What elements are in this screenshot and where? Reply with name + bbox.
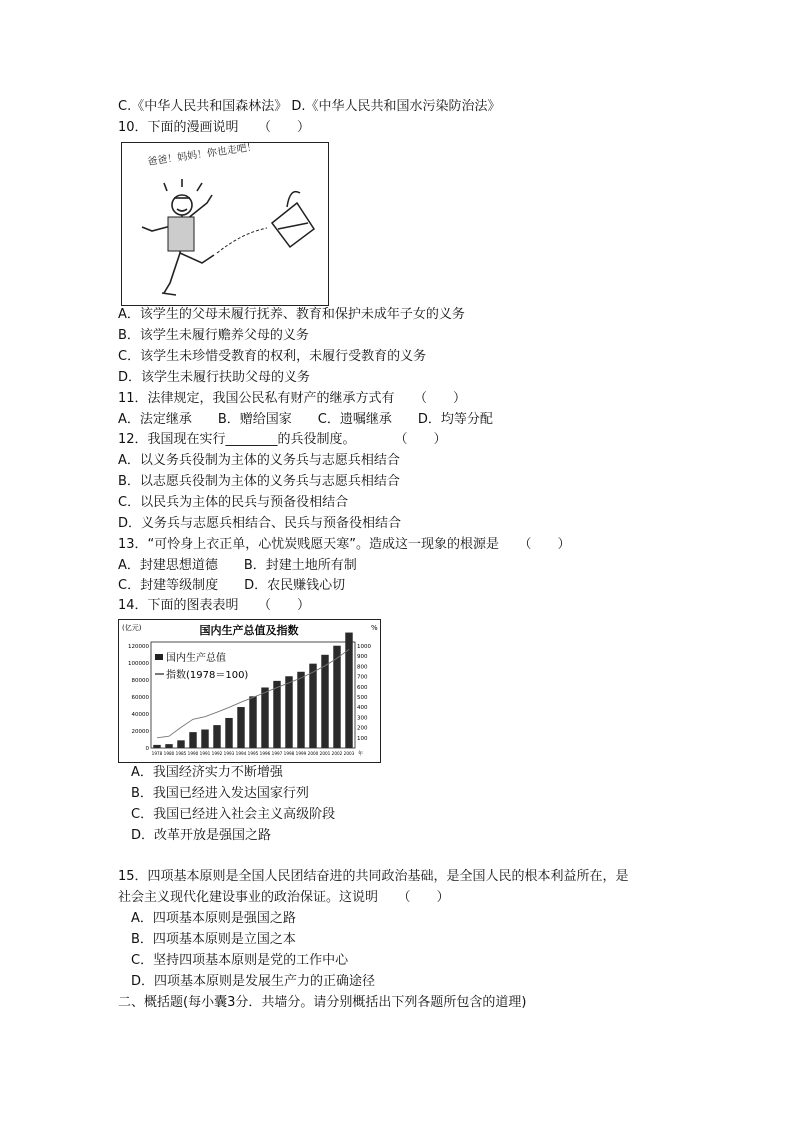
- chart-title: 国内生产总值及指数: [199, 624, 299, 637]
- x-tick-label: 1998: [283, 751, 295, 756]
- x-tick-label: 2000: [307, 751, 319, 756]
- gdp-bar: [273, 681, 280, 748]
- right-tick-label: 500: [357, 695, 368, 701]
- question-15-line2: 社会主义现代化建设事业的政治保证。这说明 （ ）: [118, 890, 450, 905]
- q11-options: A．法定继承 B．赠给国家 C．遗嘱继承 D．均等分配: [118, 412, 493, 427]
- cartoon-illustration: [121, 142, 329, 306]
- section-2-heading: 二、概括题(每小囊3分．共墙分。请分别概括出下列各题所包含的道理): [118, 995, 527, 1010]
- right-tick-label: 100: [357, 735, 368, 742]
- q12-option-a: A．以义务兵役制为主体的义务兵与志愿兵相结合: [118, 453, 400, 468]
- gdp-bar: [177, 740, 184, 748]
- q15-option-d: D．四项基本原则是发展生产力的正确途径: [131, 974, 376, 989]
- gdp-bar: [237, 707, 244, 748]
- right-tick-label: 600: [357, 684, 368, 691]
- q14-option-b: B．我国已经进入发达国家行列: [131, 786, 309, 801]
- chart-right-unit: %: [371, 624, 378, 632]
- gdp-bar: [225, 718, 232, 748]
- left-tick-label: 20000: [131, 729, 149, 735]
- gdp-bar: [345, 633, 352, 748]
- x-axis-suffix: 年: [358, 751, 364, 757]
- chart-left-unit: (亿元): [122, 624, 142, 632]
- q12-option-c: C．以民兵为主体的民兵与预备役相结合: [118, 495, 349, 510]
- q10-option-a: A．该学生的父母未履行抚养、教育和保护未成年子女的义务: [118, 307, 465, 322]
- question-15-line1: 15．四项基本原则是全国人民团结奋进的共同政治基础，是全国人民的根本利益所在，是: [118, 869, 629, 884]
- left-tick-label: 0: [145, 746, 149, 752]
- x-tick-label: 1999: [295, 751, 307, 756]
- x-tick-label: 2001: [319, 751, 331, 756]
- x-tick-label: 1996: [259, 751, 271, 756]
- q14-option-c: C．我国已经进入社会主义高级阶段: [131, 807, 336, 822]
- x-tick-label: 1997: [271, 751, 283, 756]
- right-tick-label: 700: [357, 674, 368, 681]
- gdp-bar: [213, 725, 220, 748]
- left-tick-label: 40000: [131, 712, 149, 718]
- gdp-bar: [189, 732, 196, 748]
- q15-option-c: C．坚持四项基本原则是党的工作中心: [131, 953, 349, 968]
- legend-line-label: 指数(1978＝100): [166, 670, 249, 681]
- question-11: 11．法律规定，我国公民私有财产的继承方式有 （ ）: [118, 391, 467, 406]
- gdp-bar: [309, 664, 316, 748]
- x-tick-label: 1994: [235, 751, 247, 756]
- q9-options-cd: C.《中华人民共和国森林法》 D.《中华人民共和国水污染防治法》: [118, 99, 501, 114]
- q12-option-d: D．义务兵与志愿兵相结合、民兵与预备役相结合: [118, 516, 402, 531]
- question-14: 14．下面的图表表明 （ ）: [118, 598, 311, 613]
- x-tick-label: 1980: [163, 751, 175, 756]
- q12-option-b: B．以志愿兵役制为主体的义务兵与志愿兵相结合: [118, 474, 400, 489]
- right-tick-label: 900: [357, 654, 368, 661]
- x-tick-label: 2002: [331, 751, 343, 756]
- gdp-bar: [153, 745, 160, 748]
- question-12: 12．我国现在实行________的兵役制度。 （ ）: [118, 432, 447, 447]
- q10-option-d: D．该学生未履行扶助父母的义务: [118, 370, 311, 385]
- question-13: 13．“可怜身上衣正单，心忧炭贱愿天寒”。造成这一现象的根源是 （ ）: [118, 537, 571, 552]
- right-tick-label: 1000: [357, 644, 371, 650]
- right-tick-label: 200: [357, 725, 368, 732]
- right-tick-label: 400: [357, 705, 368, 712]
- q15-option-a: A．四项基本原则是强国之路: [131, 911, 296, 926]
- gdp-chart: [118, 619, 381, 763]
- question-10: 10．下面的漫画说明 （ ）: [118, 120, 311, 135]
- gdp-bar: [261, 688, 268, 748]
- right-tick-label: 800: [357, 664, 368, 671]
- q13-options-ab: A．封建思想道德 B．封建土地所有制: [118, 558, 357, 573]
- left-tick-label: 60000: [131, 695, 149, 701]
- left-tick-label: 100000: [128, 661, 149, 667]
- gdp-bar: [285, 676, 292, 748]
- q13-options-cd: C．封建等级制度 D．农民赚钱心切: [118, 578, 346, 593]
- gdp-bar: [321, 655, 328, 748]
- x-tick-label: 1991: [199, 751, 211, 756]
- x-tick-label: 1992: [211, 751, 223, 756]
- q10-option-c: C．该学生未珍惜受教育的权利，未履行受教育的义务: [118, 349, 427, 364]
- q10-option-b: B．该学生未履行赡养父母的义务: [118, 328, 309, 343]
- left-tick-label: 120000: [128, 644, 149, 650]
- q14-option-a: A．我国经济实力不断增强: [131, 765, 283, 780]
- legend-bar-label: 国内生产总值: [166, 653, 226, 664]
- gdp-bar: [297, 672, 304, 748]
- x-tick-label: 1993: [223, 751, 235, 756]
- gdp-bar: [201, 729, 208, 748]
- right-tick-label: 300: [357, 715, 368, 722]
- gdp-bar: [333, 646, 340, 748]
- q15-option-b: B．四项基本原则是立国之本: [131, 932, 296, 947]
- x-tick-label: 1978: [151, 751, 163, 756]
- gdp-bar: [165, 744, 172, 748]
- q14-option-d: D．改革开放是强国之路: [131, 828, 272, 843]
- x-tick-label: 1990: [187, 751, 199, 756]
- legend-bar-swatch: [155, 654, 163, 660]
- x-tick-label: 1995: [247, 751, 259, 756]
- left-tick-label: 80000: [131, 678, 149, 684]
- cartoon-caption: 爸爸！妈妈！你也走吧！: [146, 143, 258, 168]
- x-tick-label: 2003: [343, 751, 355, 756]
- gdp-bar: [249, 696, 256, 748]
- x-tick-label: 1985: [175, 751, 187, 756]
